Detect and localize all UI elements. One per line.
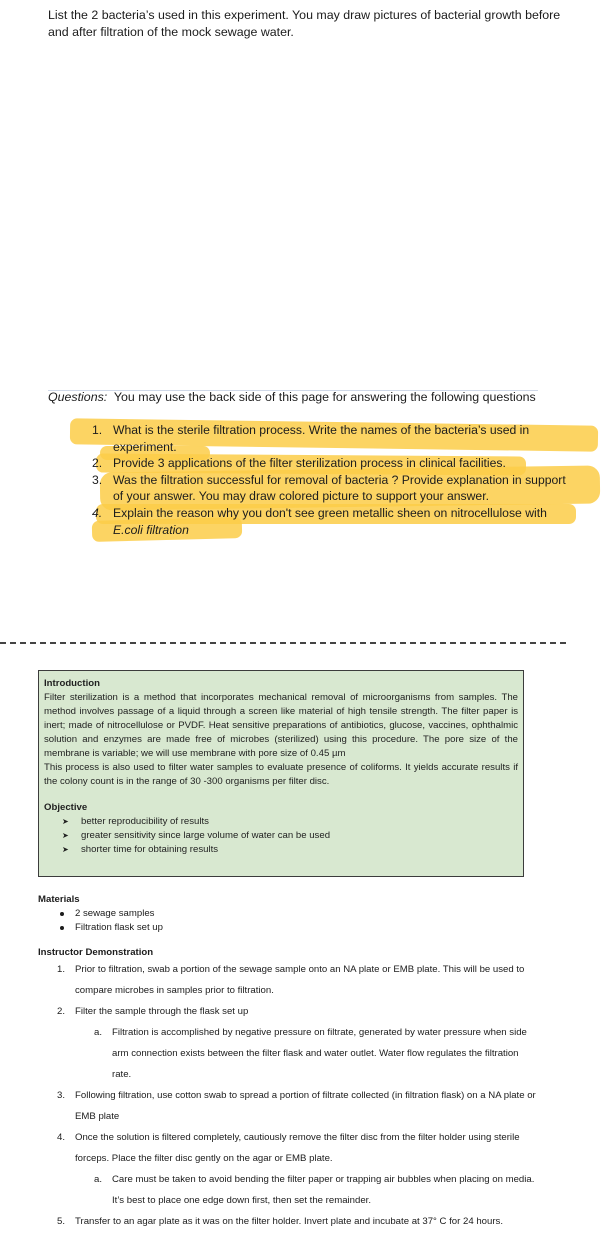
materials-list — [38, 907, 163, 935]
material-item — [38, 921, 163, 935]
question-number: 3. — [92, 472, 103, 487]
arrow-bullet-icon: ➤ — [62, 831, 69, 840]
dashed-cut-line — [0, 642, 566, 644]
question-item — [86, 472, 576, 505]
introduction-heading: Introduction — [44, 678, 100, 689]
question-text: Provide 3 applications of the filter sterilization process in clinical facilities. — [113, 456, 506, 471]
substep-letter: a. — [94, 1027, 103, 1038]
objective-text: better reproducibility of results — [81, 816, 209, 827]
questions-label: Questions: — [48, 390, 108, 404]
questions-list — [86, 422, 576, 538]
demonstration-heading: Instructor Demonstration — [38, 947, 154, 958]
question-item — [86, 455, 576, 472]
step-text: Filter the sample through the flask set up — [75, 1006, 249, 1017]
question-item — [86, 422, 576, 455]
introduction-paragraph-1: Filter sterilization is a method that incorporates mechanical removal of microorganisms from samples. The method involves passage of a liquid through a screen like material of high tensile strength. The filter paper is inert; made of nitrocellulose or PVDF. Heat sensitive preparations of antibiotics, glucose, vaccines, ophthalmic solution and enzymes are made free of microbes (sterilized) using this procedure. The pore size of the membrane is variable; we will use membrane with pore size of 0.45 µm — [44, 692, 518, 759]
demo-substep — [75, 1169, 538, 1211]
step-text: Transfer to an agar plate as it was on the filter holder. Invert plate and incubate at 37° C for 24 hours. — [75, 1216, 503, 1227]
demo-step — [38, 959, 538, 1001]
objective-heading: Objective — [44, 802, 88, 813]
substep-text: Care must be taken to avoid bending the filter paper or trapping air bubbles when placing on media. It’s best to place one edge down first, then set the remainder. — [112, 1174, 535, 1206]
material-text: Filtration flask set up — [75, 922, 163, 933]
objective-item — [44, 829, 518, 843]
arrow-bullet-icon: ➤ — [62, 817, 69, 826]
demo-step — [38, 1211, 538, 1232]
introduction-box — [38, 670, 524, 877]
objective-text: greater sensitivity since large volume of water can be used — [81, 830, 331, 841]
step-number: 1. — [57, 964, 66, 975]
question-text-italic: E.coli filtration — [113, 522, 189, 537]
bullet-dot-icon — [60, 926, 64, 930]
question-text: Explain the reason why you don't see green metallic sheen on nitrocellulose with — [113, 505, 547, 520]
step-text: Prior to filtration, swab a portion of the sewage sample onto an NA plate or EMB plate. This will be used to compare microbes in samples prior to filtration. — [75, 964, 525, 996]
step-number: 4. — [57, 1132, 66, 1143]
step-number: 5. — [57, 1216, 66, 1227]
demonstration-steps — [38, 959, 538, 1232]
substep-letter: a. — [94, 1174, 103, 1185]
questions-instruction: You may use the back side of this page for answering the following questions — [113, 390, 536, 404]
introduction-paragraph-2: This process is also used to filter water samples to evaluate presence of coliforms. It yields accurate results if the colony count is in the range of 30 -300 organisms per filter disc. — [44, 762, 518, 787]
objective-list — [44, 815, 518, 857]
questions-header — [48, 389, 536, 406]
demo-substep — [75, 1022, 538, 1085]
material-text: 2 sewage samples — [75, 908, 155, 919]
demo-step — [38, 1127, 538, 1211]
materials-heading: Materials — [38, 894, 80, 905]
step-text: Following filtration, use cotton swab to spread a portion of filtrate collected (in filtration flask) on a NA plate or EMB plate — [75, 1090, 536, 1122]
objective-item — [44, 815, 518, 829]
bullet-dot-icon — [60, 912, 64, 916]
demo-step — [38, 1085, 538, 1127]
question-number: 2. — [92, 456, 103, 471]
material-item — [38, 907, 163, 921]
question-text: Was the filtration successful for removal of bacteria ? Provide explanation in support of your answer. You may draw colored picture to support your answer. — [113, 472, 566, 504]
arrow-bullet-icon: ➤ — [62, 845, 69, 854]
objective-text: shorter time for obtaining results — [81, 844, 219, 855]
step-number: 2. — [57, 1006, 66, 1017]
objective-item — [44, 843, 518, 857]
materials-section — [38, 893, 163, 935]
step-text: Once the solution is filtered completely, cautiously remove the filter disc from the filter holder using sterile forceps. Place the filter disc gently on the agar or EMB plate. — [75, 1132, 520, 1164]
question-number: 4. — [92, 505, 103, 520]
assignment-prompt: List the 2 bacteria’s used in this experiment. You may draw pictures of bacterial growth before and after filtration of the mock sewage water. — [48, 8, 561, 39]
question-item — [86, 505, 576, 538]
demo-step — [38, 1001, 538, 1085]
step-number: 3. — [57, 1090, 66, 1101]
substep-text: Filtration is accomplished by negative pressure on filtrate, generated by water pressure when side arm connection exists between the filter flask and water outlet. Water flow regulates the filtration rate. — [112, 1027, 527, 1080]
question-number: 1. — [92, 423, 103, 437]
question-text: What is the sterile filtration process. Write the names of the bacteria’s used in experiment. — [113, 423, 530, 454]
